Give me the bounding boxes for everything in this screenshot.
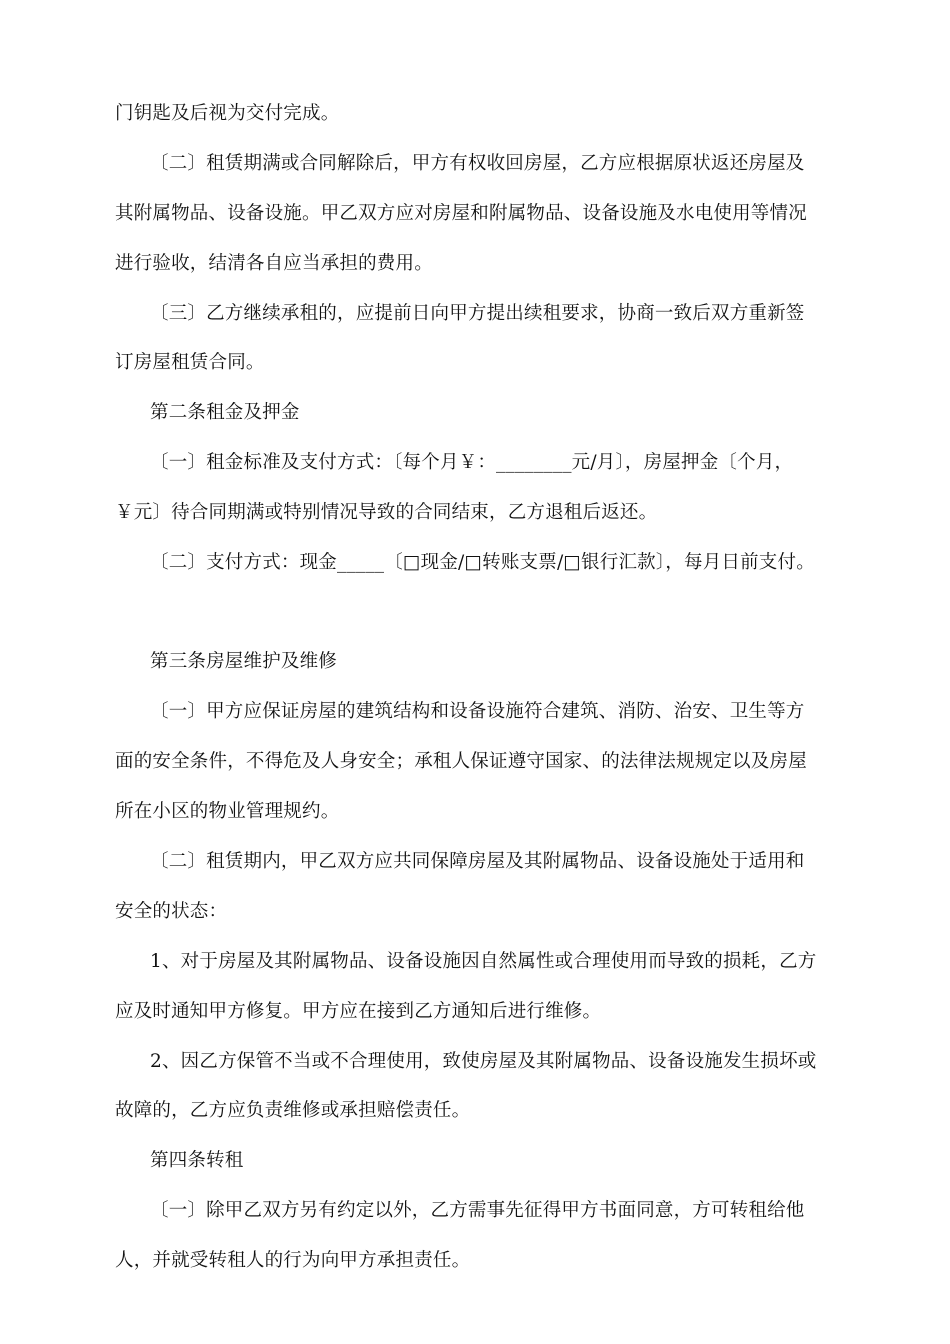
- paragraph-line: ￥元〕待合同期满或特别情况导致的合同结束，乙方退租后返还。: [115, 502, 658, 523]
- paragraph-line: 1、对于房屋及其附属物品、设备设施因自然属性或合理使用而导致的损耗，乙方: [150, 951, 817, 972]
- section-heading: 第四条转租: [150, 1150, 244, 1171]
- paragraph-line: 进行验收，结清各自应当承担的费用。: [115, 253, 433, 274]
- paragraph-line: 〔一〕租金标准及支付方式：〔每个月￥：________元/月〕，房屋押金〔个月，: [150, 452, 794, 473]
- paragraph-line: 〔二〕租赁期满或合同解除后，甲方有权收回房屋，乙方应根据原状返还房屋及: [150, 153, 805, 174]
- paragraph-line: 〔三〕乙方继续承租的，应提前日向甲方提出续租要求，协商一致后双方重新签: [150, 303, 805, 324]
- paragraph-line: 〔二〕租赁期内，甲乙双方应共同保障房屋及其附属物品、设备设施处于适用和: [150, 851, 805, 872]
- paragraph-line: 人，并就受转租人的行为向甲方承担责任。: [115, 1250, 471, 1271]
- paragraph-line: 2、因乙方保管不当或不合理使用，致使房屋及其附属物品、设备设施发生损坏或: [150, 1051, 817, 1072]
- paragraph-line: 所在小区的物业管理规约。: [115, 801, 340, 822]
- paragraph-line: 安全的状态：: [115, 901, 228, 922]
- paragraph-line: 订房屋租赁合同。: [115, 352, 265, 373]
- paragraph-line: 〔一〕甲方应保证房屋的建筑结构和设备设施符合建筑、消防、治安、卫生等方: [150, 701, 805, 722]
- paragraph-line: 〔二〕支付方式：现金_____〔□现金/□转账支票/□银行汇款〕，每月日前支付。: [150, 552, 815, 573]
- paragraph-line: 故障的，乙方应负责维修或承担赔偿责任。: [115, 1100, 471, 1121]
- paragraph-line: 面的安全条件，不得危及人身安全；承租人保证遵守国家、的法律法规规定以及房屋: [115, 751, 807, 772]
- paragraph-line: 门钥匙及后视为交付完成。: [115, 103, 340, 124]
- section-heading: 第三条房屋维护及维修: [150, 651, 338, 672]
- paragraph-line: 〔一〕除甲乙双方另有约定以外，乙方需事先征得甲方书面同意，方可转租给他: [150, 1200, 805, 1221]
- paragraph-line: 其附属物品、设备设施。甲乙双方应对房屋和附属物品、设备设施及水电使用等情况: [115, 203, 807, 224]
- paragraph-line: 应及时通知甲方修复。甲方应在接到乙方通知后进行维修。: [115, 1001, 602, 1022]
- section-heading: 第二条租金及押金: [150, 402, 300, 423]
